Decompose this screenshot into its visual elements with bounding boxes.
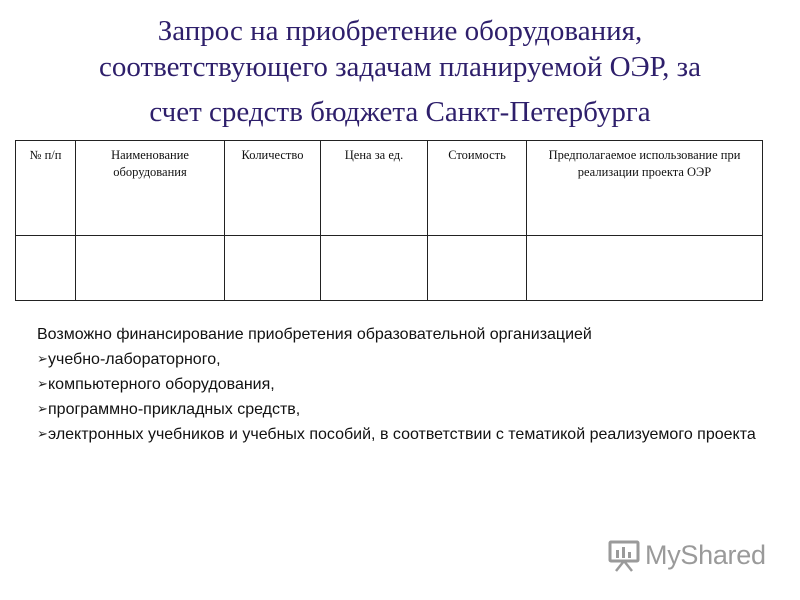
list-item [37,397,764,422]
equipment-request-table [15,140,763,301]
slide-title [60,14,740,131]
table-row [16,236,763,301]
table-cell [76,236,225,301]
financing-text [37,323,764,447]
header-cost: Стоимость [428,141,527,236]
table-cell [225,236,321,301]
table-cell [527,236,763,301]
watermark-text: MyShared [645,539,766,570]
table-header-row [16,141,763,236]
header-unit-price: Цена за ед. [321,141,428,236]
arrow-bullet-icon: ➢ [37,351,48,366]
list-item [37,347,764,372]
title-line-2: соответствующего задачам планируемой ОЭР, за [98,50,702,83]
table-cell [428,236,527,301]
list-item-text: учебно-лабораторного, [48,351,221,368]
header-equipment-name: Наименование оборудования [76,141,225,236]
list-item-text: компьютерного оборудования, [48,376,275,393]
presentation-board-icon [607,538,641,572]
table-cell [321,236,428,301]
arrow-bullet-icon: ➢ [37,376,48,391]
list-item [37,422,764,447]
title-line-1: Запрос на приобретение оборудования, [157,15,643,47]
title-line-3: счет средств бюджета Санкт-Петербурга [149,95,651,128]
myshared-watermark [607,537,766,573]
header-quantity: Количество [225,141,321,236]
financing-list [37,347,764,447]
arrow-bullet-icon: ➢ [37,401,48,416]
header-number: № п/п [16,141,76,236]
list-item-text: электронных учебников и учебных пособий, в соответствии с тематикой реализуемого проекта [48,426,756,443]
list-item [37,372,764,397]
list-item-text: программно-прикладных средств, [48,401,301,418]
table-cell [16,236,76,301]
arrow-bullet-icon: ➢ [37,426,48,441]
header-intended-use: Предполагаемое использование при реализации проекта ОЭР [527,141,763,236]
financing-intro: Возможно финансирование приобретения образовательной организацией [37,326,592,343]
